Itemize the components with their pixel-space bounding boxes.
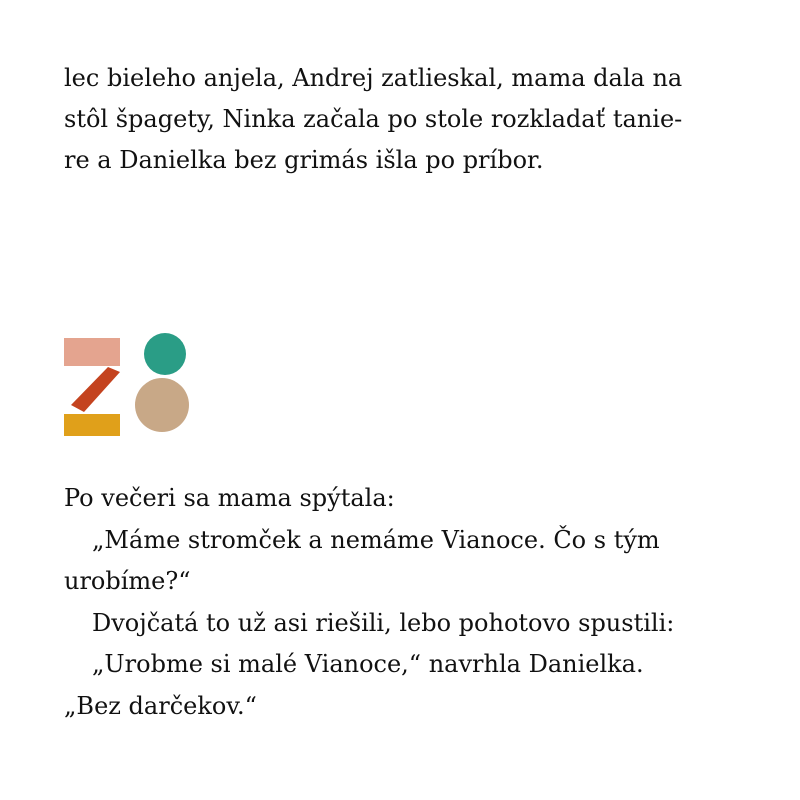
text-line: lec bieleho anjela, Andrej zatlieskal, mama dala na — [64, 64, 683, 92]
text-line: Dvojčatá to už asi riešili, lebo pohotovo spustili: — [92, 608, 675, 637]
chapter-number-28-graphic — [64, 332, 194, 442]
top-paragraph — [64, 58, 744, 181]
text-line: „Urobme si malé Vianoce,“ navrhla Danielka. — [92, 650, 644, 678]
text-line: „Bez darčekov.“ — [64, 691, 257, 720]
text-line: „Máme stromček a nemáme Vianoce. Čo s tým — [92, 525, 660, 554]
chapter-number-two-top-shape — [64, 338, 120, 366]
chapter-number-two-diagonal-shape — [71, 367, 120, 412]
chapter-number-eight-top-circle — [144, 333, 186, 375]
text-line: re a Danielka bez grimás išla po príbor. — [64, 146, 544, 174]
chapter-number-two-base-shape — [64, 414, 120, 436]
text-line: urobíme?“ — [64, 567, 191, 595]
text-line: Po večeri sa mama spýtala: — [64, 484, 395, 512]
chapter-number-eight-bottom-circle — [135, 378, 189, 432]
text-line: stôl špagety, Ninka začala po stole rozkladať tanie- — [64, 105, 683, 133]
bottom-paragraph — [64, 478, 754, 727]
